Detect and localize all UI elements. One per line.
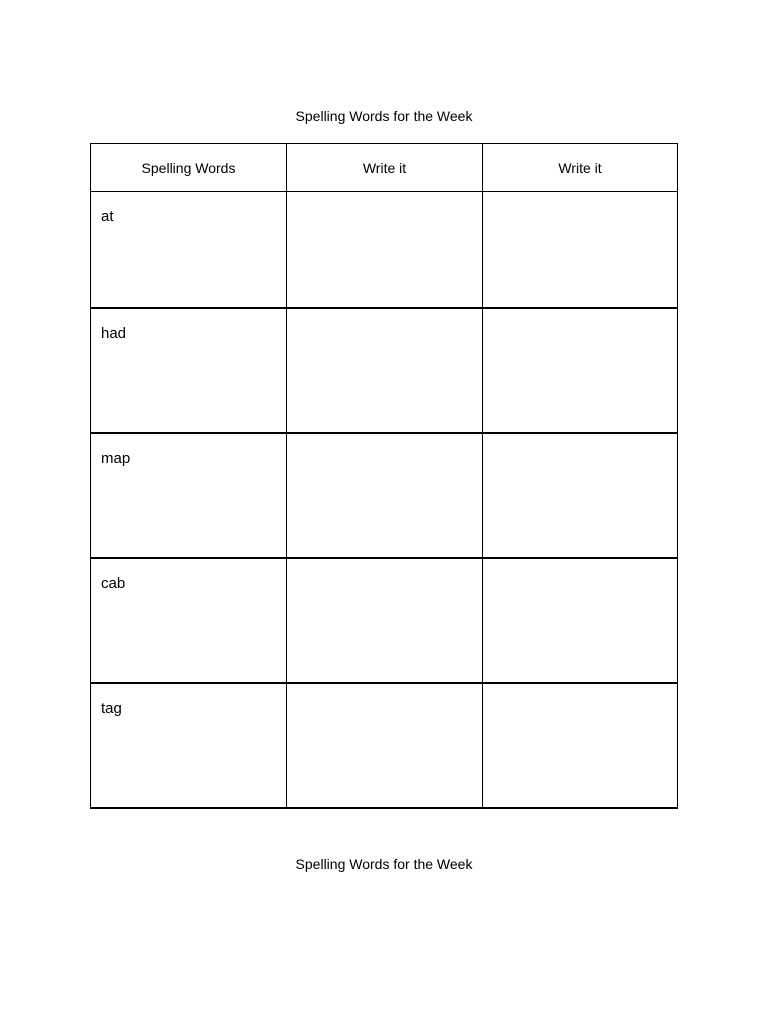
write-cell: [287, 433, 483, 558]
write-cell: [483, 558, 678, 683]
page-title: Spelling Words for the Week: [295, 108, 473, 124]
word-cell: [91, 683, 287, 808]
spelling-word: tag: [101, 700, 122, 717]
write-cell: [287, 683, 483, 808]
write-cell: [483, 433, 678, 558]
write-cell: [483, 683, 678, 808]
header-write-it-1: Write it: [287, 144, 483, 192]
write-cell: [287, 192, 483, 309]
table-row: [91, 433, 678, 558]
spelling-table: [90, 143, 678, 809]
spelling-word: map: [101, 450, 131, 467]
header-spelling-words: Spelling Words: [91, 144, 287, 192]
write-cell: [483, 192, 678, 309]
write-cell: [483, 308, 678, 433]
write-cell: [287, 558, 483, 683]
spelling-word: at: [101, 208, 114, 225]
word-cell: [91, 308, 287, 433]
table-row: [91, 308, 678, 433]
spelling-word: cab: [101, 575, 126, 592]
table-row: [91, 192, 678, 309]
word-cell: [91, 433, 287, 558]
footer-title: Spelling Words for the Week: [295, 856, 473, 872]
word-cell: [91, 558, 287, 683]
write-cell: [287, 308, 483, 433]
header-write-it-2: Write it: [483, 144, 678, 192]
table-header-row: [91, 144, 678, 192]
spelling-word: had: [101, 325, 127, 342]
table-row: [91, 558, 678, 683]
word-cell: [91, 192, 287, 309]
table-row: [91, 683, 678, 808]
